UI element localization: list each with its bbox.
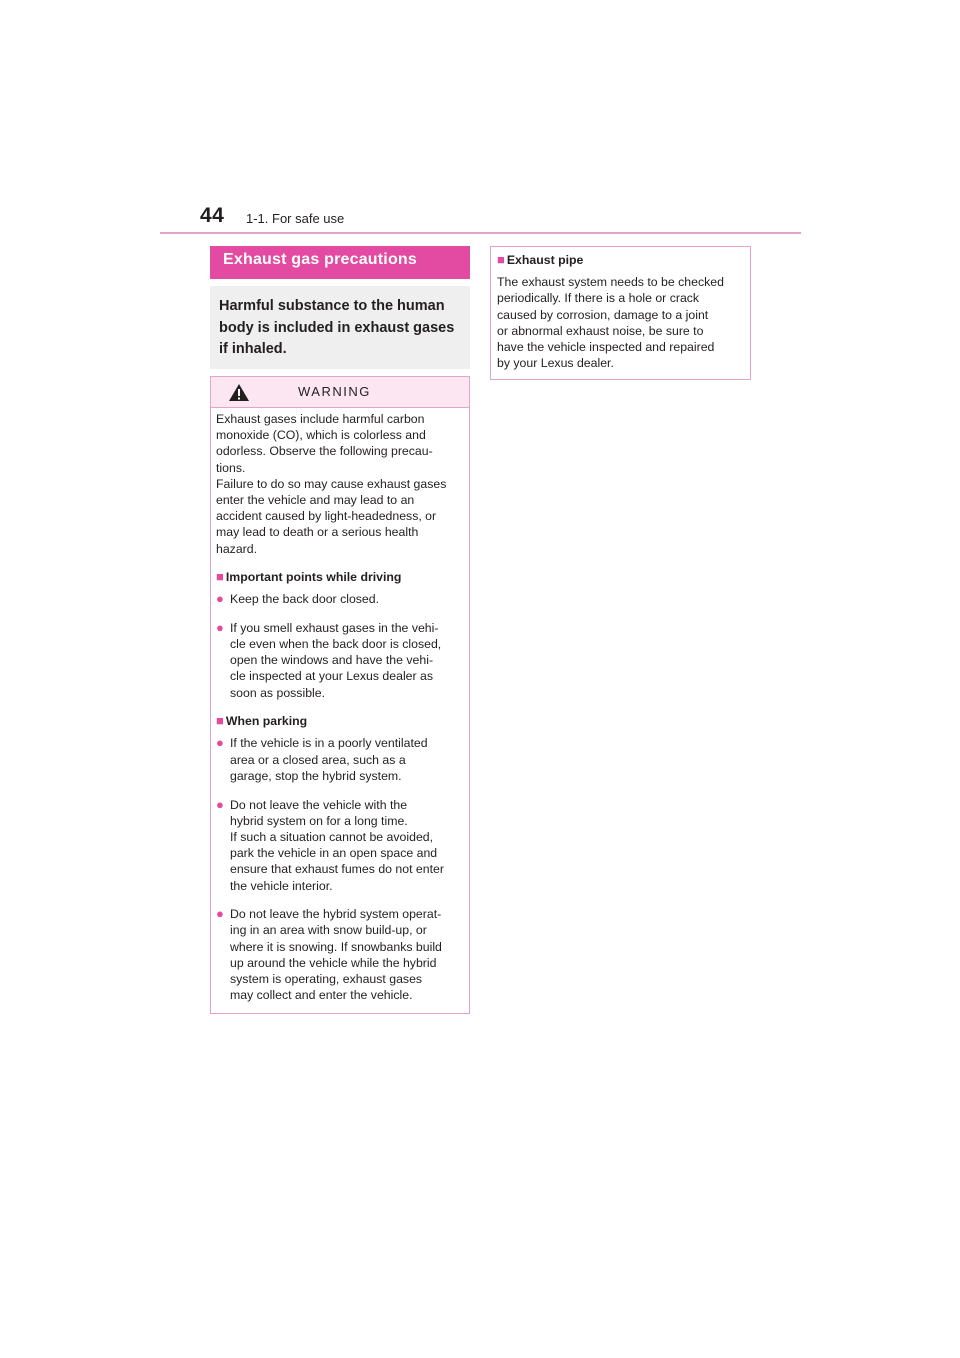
warning-body-line: accident caused by light-headedness, or: [216, 509, 437, 524]
exhaust-pipe-line: caused by corrosion, damage to a joint: [497, 307, 709, 322]
square-bullet-icon: ■: [216, 568, 224, 584]
subsection-heading: [216, 569, 401, 585]
page-number: 44: [200, 204, 225, 227]
warning-body-line: may lead to death or a serious health: [216, 525, 419, 540]
warning-header: [211, 377, 469, 408]
bullet-line-text: Keep the back door closed.: [230, 592, 380, 606]
round-bullet-icon: ●: [216, 906, 224, 922]
bullet-line-text: If the vehicle is in a poorly ventilated: [230, 736, 428, 751]
bullet-item: [216, 591, 466, 607]
exhaust-pipe-heading: [497, 252, 583, 268]
header-rule: [160, 232, 801, 234]
subsection-heading: [216, 713, 307, 729]
bullet-line-text: ing in an area with snow build-up, or: [230, 923, 427, 938]
bullet-line-text: may collect and enter the vehicle.: [230, 988, 413, 1003]
exhaust-pipe-box: [490, 246, 751, 380]
round-bullet-icon: ●: [216, 796, 224, 812]
bullet-line-text: soon as possible.: [230, 685, 326, 700]
warning-box: [210, 376, 470, 1014]
bullet-text: [230, 620, 441, 701]
exhaust-pipe-line: by your Lexus dealer.: [497, 356, 614, 371]
section-title: Exhaust gas precautions: [223, 251, 417, 268]
warning-body-line: hazard.: [216, 541, 258, 556]
bullet-line-text: Do not leave the vehicle with the: [230, 797, 408, 812]
section-title-bar: [210, 246, 470, 279]
warning-body-line: enter the vehicle and may lead to an: [216, 493, 415, 507]
bullet-line-text: open the windows and have the vehi-: [230, 653, 434, 668]
bullet-line-text: cle inspected at your Lexus dealer as: [230, 669, 434, 684]
warning-body-line: Exhaust gases include harmful carbon: [216, 412, 425, 426]
warning-body-line: Failure to do so may cause exhaust gases: [216, 476, 447, 491]
bullet-line-text: garage, stop the hybrid system.: [230, 768, 402, 783]
bullet-line-text: Do not leave the hybrid system operat-: [230, 907, 442, 922]
bullet-line-text: hybrid system on for a long time.: [230, 813, 408, 828]
bullet-line-text: If you smell exhaust gases in the vehi-: [230, 620, 439, 635]
warning-body-line: monoxide (CO), which is colorless and: [216, 428, 426, 443]
section-label: 1-1. For safe use: [246, 211, 345, 226]
bullet-line-text: the vehicle interior.: [230, 878, 333, 893]
exhaust-pipe-line: or abnormal exhaust noise, be sure to: [497, 323, 704, 338]
exhaust-pipe-line: have the vehicle inspected and repaired: [497, 340, 715, 354]
warning-body-line: odorless. Observe the following precau-: [216, 444, 433, 459]
warning-title: WARNING: [298, 384, 371, 399]
bullet-line-text: cle even when the back door is closed,: [230, 636, 442, 651]
exhaust-pipe-line: periodically. If there is a hole or crack: [497, 291, 700, 306]
subsection-heading-text: When parking: [225, 714, 308, 729]
exhaust-pipe-line: The exhaust system needs to be checked: [497, 275, 724, 290]
bullet-item: [216, 797, 466, 894]
bullet-text: [230, 797, 444, 894]
bullet-text: [230, 906, 442, 1003]
bullet-line-text: area or a closed area, such as a: [230, 752, 406, 767]
round-bullet-icon: ●: [216, 735, 224, 751]
bullet-item: [216, 906, 466, 1003]
round-bullet-icon: ●: [216, 619, 224, 635]
bullet-text: [230, 735, 428, 784]
intro-text: Harmful substance to the human body is included in exhaust gases if inhaled.: [219, 298, 455, 357]
bullet-line-text: system is operating, exhaust gases: [230, 972, 423, 986]
bullet-text: [230, 591, 379, 607]
bullet-item: [216, 735, 466, 784]
bullet-line-text: where it is snowing. If snowbanks build: [230, 939, 442, 954]
warning-triangle-icon: [228, 383, 250, 402]
bullet-line-text: up around the vehicle while the hybrid: [230, 955, 437, 970]
bullet-line-text: If such a situation cannot be avoided,: [230, 829, 434, 844]
bullet-line-text: ensure that exhaust fumes do not enter: [230, 862, 444, 877]
exhaust-pipe-heading-text: Exhaust pipe: [506, 253, 584, 267]
subsection-heading-text: Important points while driving: [225, 569, 402, 584]
square-bullet-icon: ■: [216, 713, 224, 729]
square-bullet-icon: ■: [497, 252, 505, 267]
bullet-item: [216, 620, 466, 701]
bullet-line-text: park the vehicle in an open space and: [230, 846, 438, 861]
intro-box: [210, 286, 470, 369]
warning-body-line: tions.: [216, 460, 246, 475]
round-bullet-icon: ●: [216, 591, 224, 606]
